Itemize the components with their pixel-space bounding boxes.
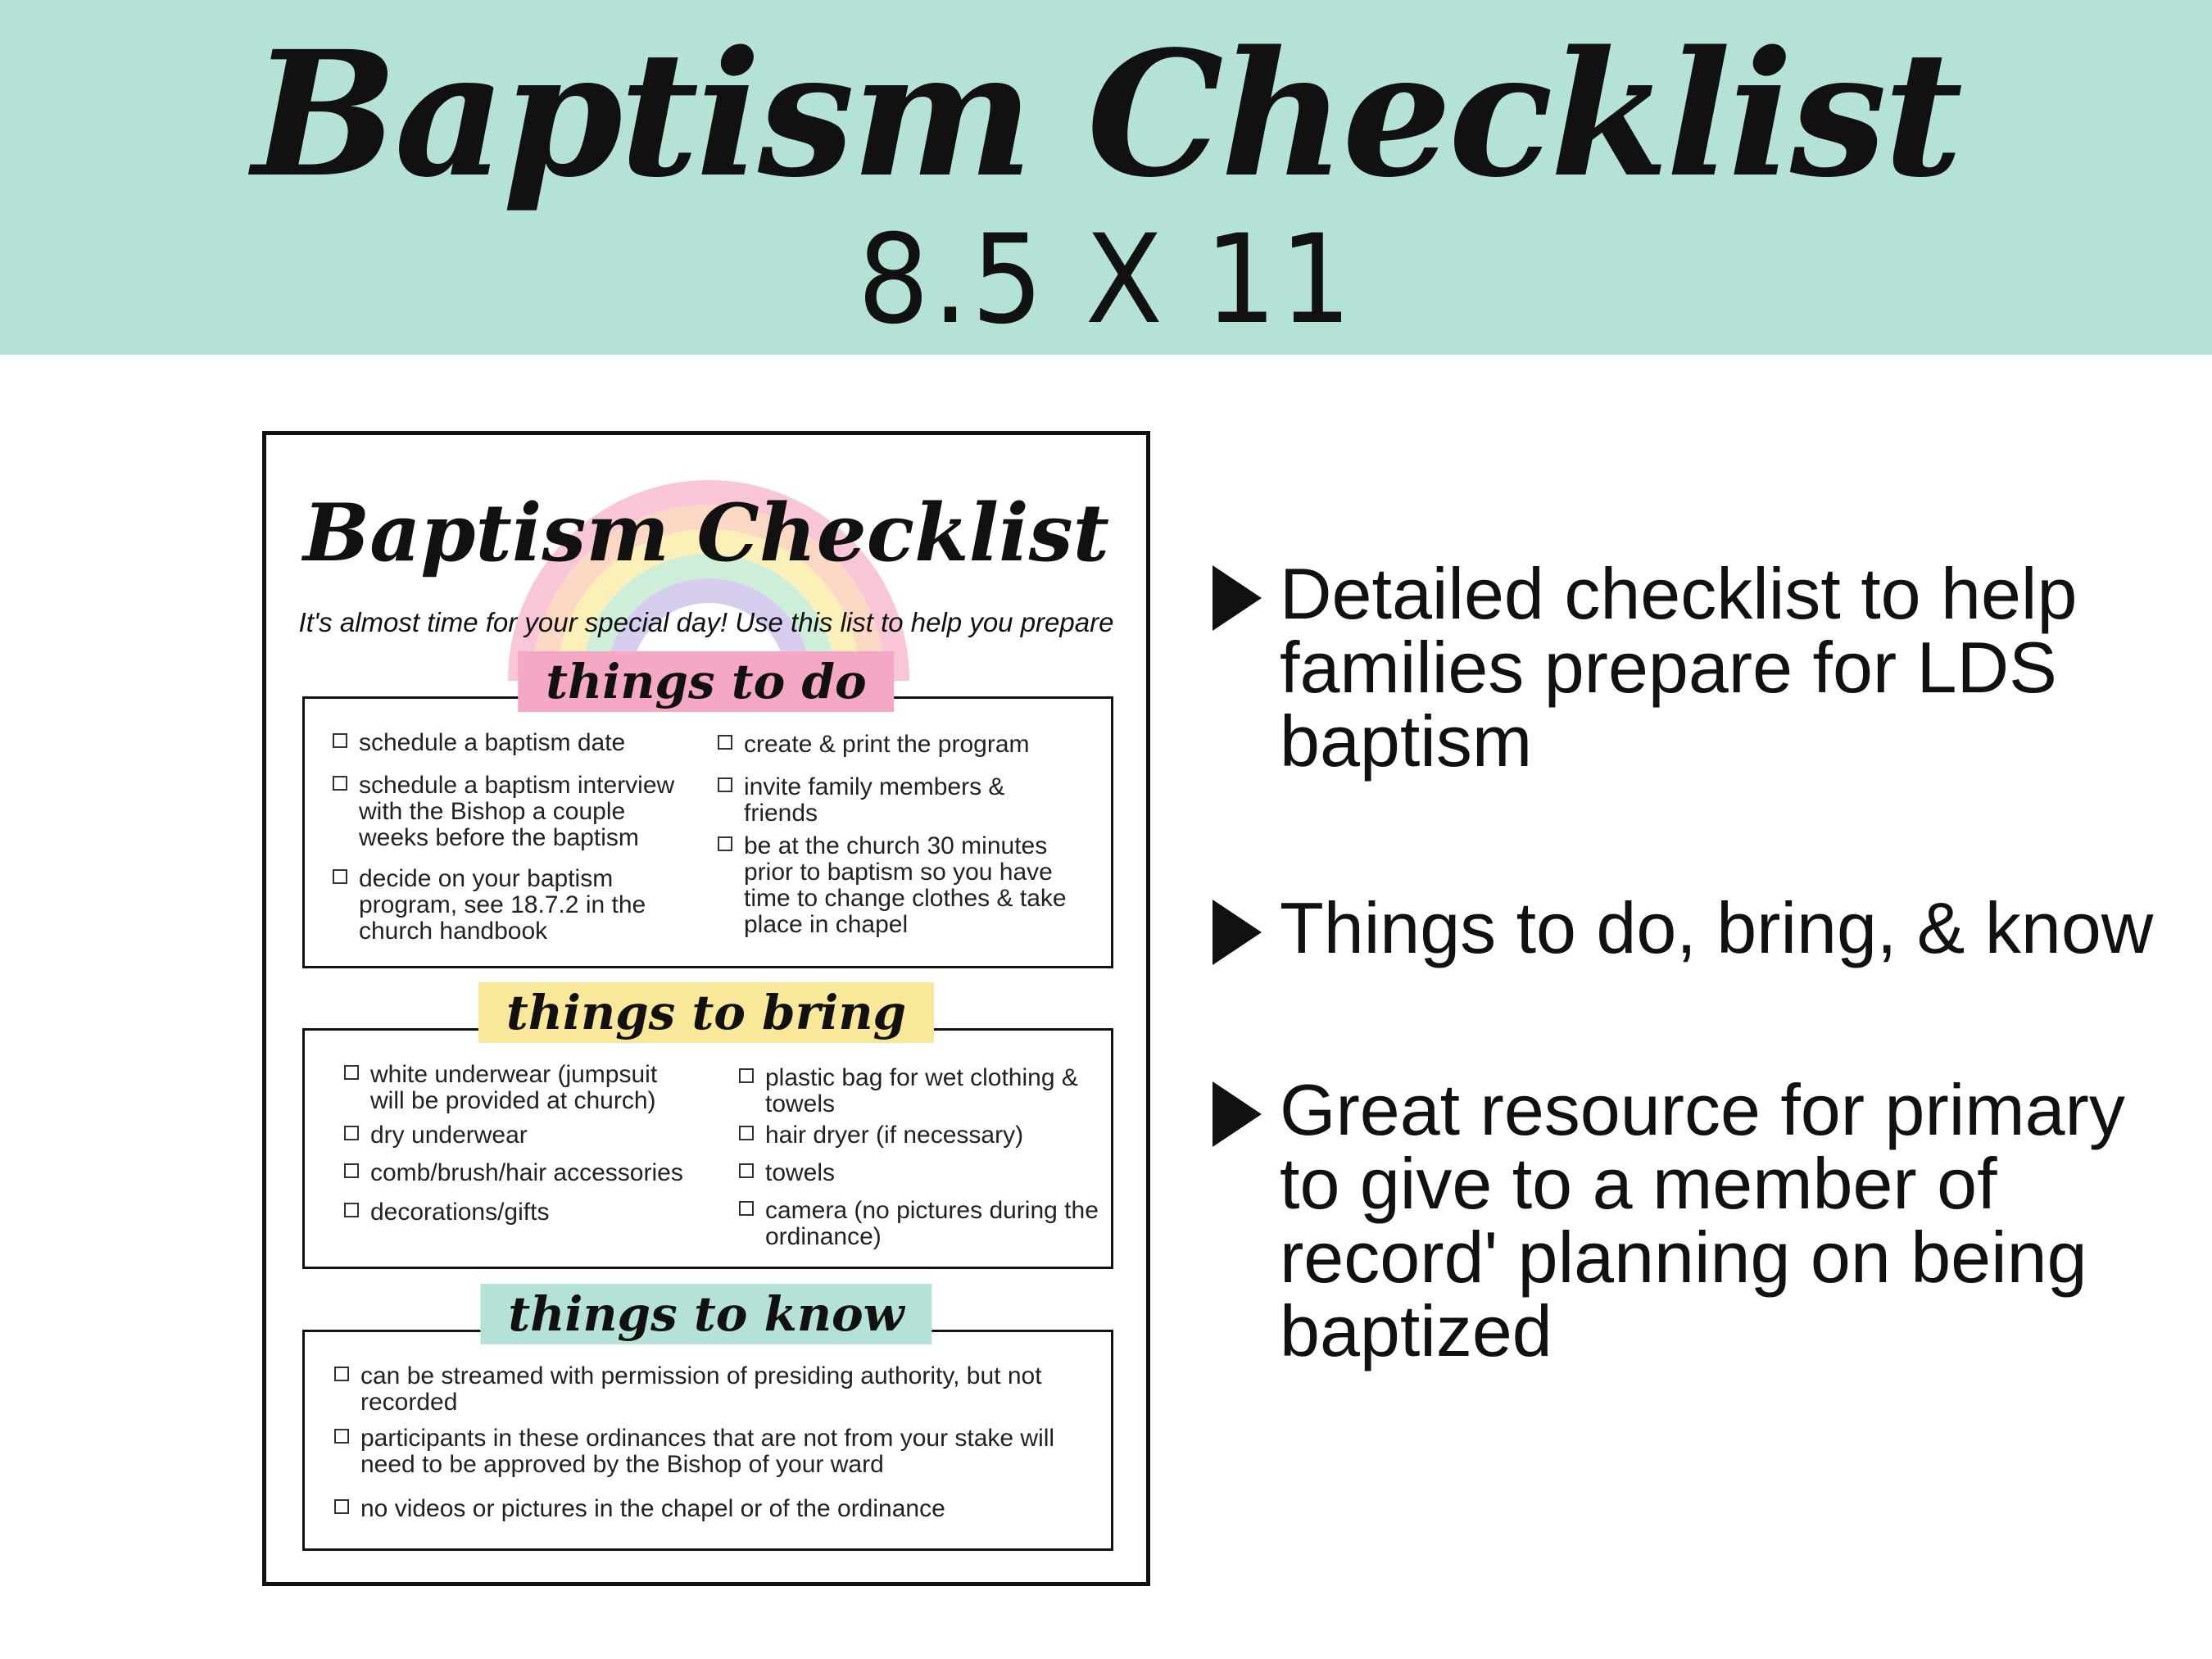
feature-item: Things to do, bring, & know: [1213, 891, 2179, 965]
checkbox-icon: [739, 1163, 754, 1178]
checkbox-icon: [334, 1429, 349, 1444]
banner-subtitle: 8.5 X 11: [857, 209, 1355, 351]
sheet-title: Baptism Checklist: [303, 487, 1109, 579]
checkbox-icon: [333, 733, 347, 748]
section-things-to-do: [302, 696, 1113, 968]
triangle-bullet-icon: [1213, 565, 1262, 631]
checklist-item: schedule a baptism interview with the Bishop a couple weeks before the baptism: [333, 773, 701, 851]
checklist-item: towels: [739, 1160, 1099, 1186]
banner-title: Baptism Checklist: [252, 13, 1960, 215]
triangle-bullet-icon: [1213, 900, 1262, 965]
checkbox-icon: [739, 1068, 754, 1083]
triangle-bullet-icon: [1213, 1081, 1262, 1147]
checkbox-icon: [334, 1499, 349, 1514]
checklist-item: invite family members & friends: [718, 774, 1013, 827]
checkbox-icon: [344, 1163, 359, 1178]
checklist-item: participants in these ordinances that are not from your stake will need to be approved by the Bishop of your ward: [334, 1426, 1104, 1478]
feature-item: Detailed checklist to help families prepare for LDS baptism: [1213, 557, 2179, 778]
checkbox-icon: [344, 1126, 359, 1140]
checklist-item: plastic bag for wet clothing & towels: [739, 1065, 1099, 1117]
checklist-item: comb/brush/hair accessories: [344, 1160, 713, 1186]
checklist-item: create & print the program: [718, 732, 1086, 758]
checklist-item: dry underwear: [344, 1122, 696, 1149]
checklist-item: hair dryer (if necessary): [739, 1122, 1099, 1149]
section-things-to-bring: [302, 1028, 1113, 1269]
header-banner: [0, 0, 2212, 355]
checkbox-icon: [344, 1065, 359, 1080]
section-label-things-to-do: things to do: [518, 651, 894, 712]
checklist-item: no videos or pictures in the chapel or of the ordinance: [334, 1496, 1096, 1522]
section-label-things-to-bring: things to bring: [478, 982, 934, 1043]
checkbox-icon: [334, 1367, 349, 1381]
checklist-item: decide on your baptism program, see 18.7.2 in the church handbook: [333, 866, 685, 945]
checkbox-icon: [718, 777, 732, 792]
checkbox-icon: [739, 1126, 754, 1140]
checkbox-icon: [718, 836, 732, 851]
checklist-sheet: [262, 431, 1150, 1586]
checklist-item: decorations/gifts: [344, 1199, 696, 1226]
checkbox-icon: [344, 1203, 359, 1217]
checkbox-icon: [718, 735, 732, 750]
checkbox-icon: [333, 869, 347, 884]
checkbox-icon: [333, 776, 347, 791]
checkbox-icon: [739, 1201, 754, 1216]
checklist-item: schedule a baptism date: [333, 730, 685, 756]
feature-item: Great resource for primary to give to a member of record' planning on being baptized: [1213, 1073, 2179, 1368]
checklist-item: can be streamed with permission of presiding authority, but not recorded: [334, 1363, 1096, 1416]
checklist-item: white underwear (jumpsuit will be provided at church): [344, 1062, 696, 1114]
section-label-things-to-know: things to know: [480, 1284, 931, 1344]
checklist-item: be at the church 30 minutes prior to baptism so you have time to change clothes & take place in chapel: [718, 833, 1095, 938]
sheet-intro: It's almost time for your special day! Use this list to help you prepare: [298, 607, 1114, 637]
section-things-to-know: [302, 1330, 1113, 1551]
checklist-item: camera (no pictures during the ordinance): [739, 1198, 1099, 1250]
